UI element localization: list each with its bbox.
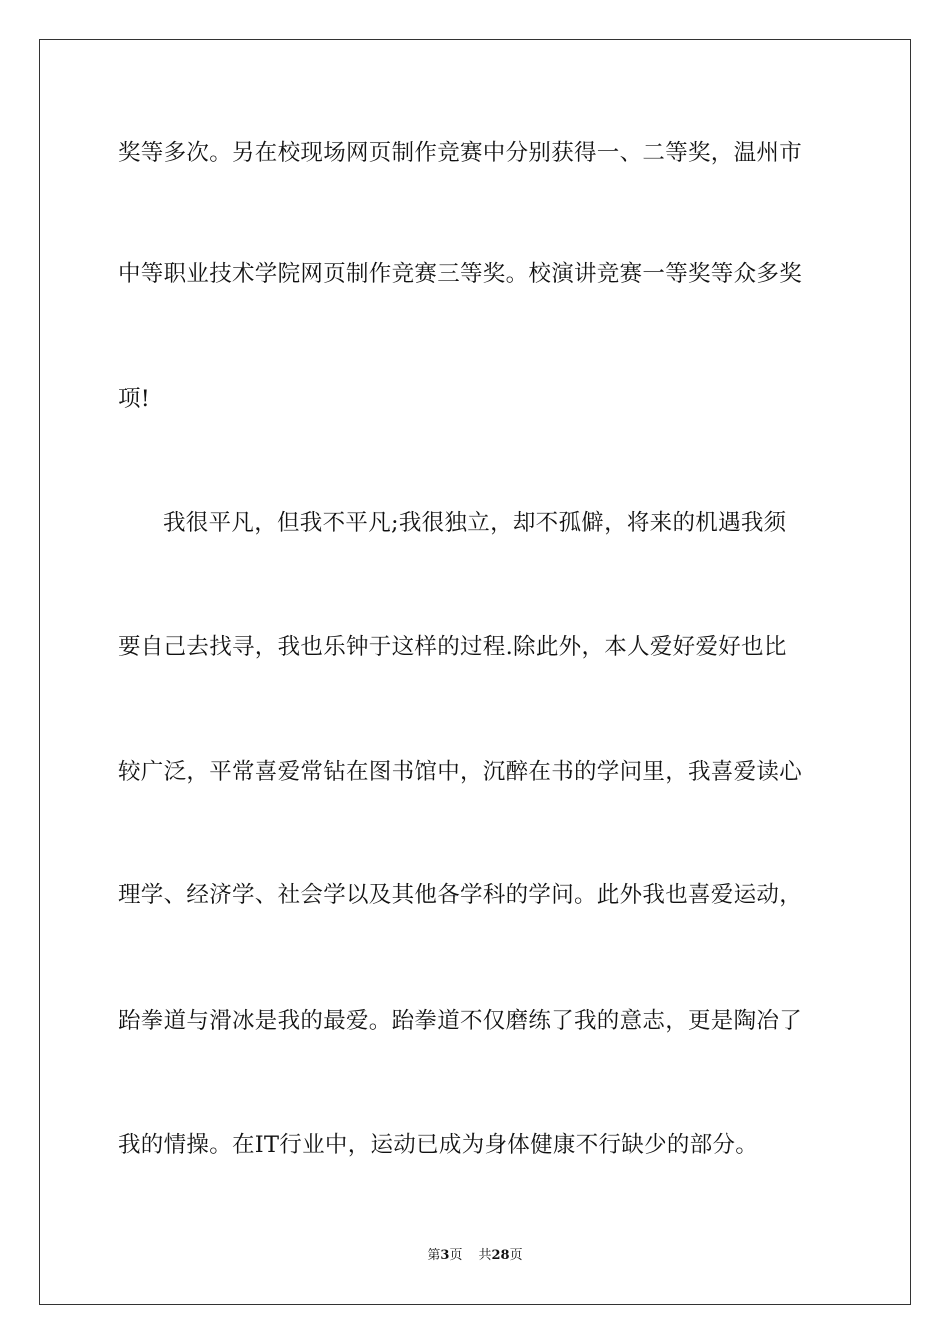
body-line-2: 中等职业技术学院网页制作竞赛三等奖。校演讲竞赛一等奖等众多奖 bbox=[118, 261, 803, 287]
body-line-5: 要自己去找寻，我也乐钟于这样的过程.除此外，本人爱好爱好也比 bbox=[118, 634, 787, 660]
body-line-3: 项! bbox=[118, 386, 151, 412]
body-line-4: 我很平凡，但我不平凡;我很独立，却不孤僻，将来的机遇我须 bbox=[163, 510, 787, 536]
footer-total-prefix: 共 bbox=[478, 1248, 492, 1263]
footer-page-suffix: 页 bbox=[449, 1248, 463, 1263]
body-line-9: 我的情操。在IT行业中，运动已成为身体健康不行缺少的部分。 bbox=[118, 1132, 759, 1158]
body-line-1: 奖等多次。另在校现场网页制作竞赛中分别获得一、二等奖，温州市 bbox=[118, 140, 803, 166]
page-footer bbox=[0, 1247, 950, 1265]
footer-page-total: 28 bbox=[491, 1248, 510, 1263]
body-line-6: 较广泛，平常喜爱常钻在图书馆中，沉醉在书的学问里，我喜爱读心 bbox=[118, 759, 803, 785]
footer-page-prefix: 第 bbox=[427, 1248, 441, 1263]
page-border bbox=[39, 39, 911, 1305]
footer-page-current: 3 bbox=[440, 1248, 450, 1263]
body-line-7: 理学、经济学、社会学以及其他各学科的学问。此外我也喜爱运动， bbox=[118, 882, 803, 908]
body-line-8: 跆拳道与滑冰是我的最爱。跆拳道不仅磨练了我的意志，更是陶冶了 bbox=[118, 1008, 803, 1034]
footer-total-suffix: 页 bbox=[509, 1248, 523, 1263]
